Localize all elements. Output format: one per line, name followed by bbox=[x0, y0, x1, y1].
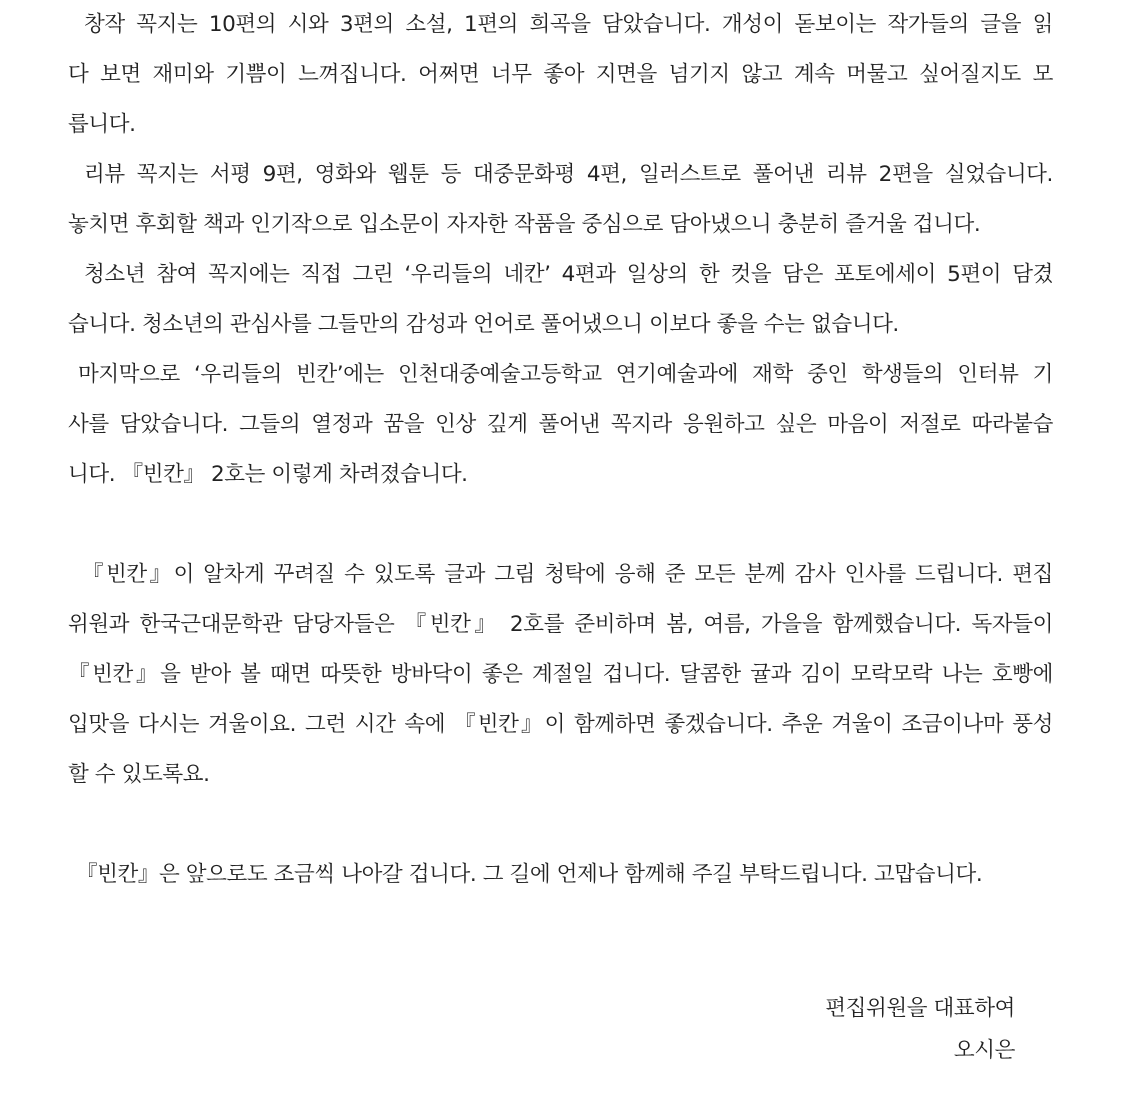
paragraph-thanks-line-1: 『빈칸』이 알차게 꾸려질 수 있도록 글과 그림 청탁에 응해 준 모든 분께 감사 인사를 드립니다. 편집 bbox=[82, 562, 1053, 587]
paragraph-review-line-2: 놓치면 후회할 책과 인기작으로 입소문이 자자한 작품을 중심으로 담아냈으니 충분히 즐거울 겁니다. bbox=[68, 212, 981, 237]
paragraph-interview-line-3: 니다. 『빈칸』 2호는 이렇게 차려졌습니다. bbox=[68, 462, 468, 487]
paragraph-review-line-1: 리뷰 꼭지는 서평 9편, 영화와 웹툰 등 대중문화평 4편, 일러스트로 풀어낸 리뷰 2편을 실었습니다. bbox=[84, 162, 1053, 187]
paragraph-interview-line-1: 마지막으로 ‘우리들의 빈칸’에는 인천대중예술고등학교 연기예술과에 재학 중인 학생들의 인터뷰 기 bbox=[78, 362, 1053, 387]
paragraph-youth-line-1: 청소년 참여 꼭지에는 직접 그린 ‘우리들의 네칸’ 4편과 일상의 한 컷을 담은 포토에세이 5편이 담겼 bbox=[84, 262, 1053, 287]
paragraph-thanks-line-5: 할 수 있도록요. bbox=[68, 762, 210, 787]
paragraph-creative-line-2: 다 보면 재미와 기쁨이 느껴집니다. 어쩌면 너무 좋아 지면을 넘기지 않고 계속 머물고 싶어질지도 모 bbox=[68, 62, 1053, 87]
paragraph-gap bbox=[68, 800, 1053, 850]
paragraph-interview-line-2: 사를 담았습니다. 그들의 열정과 꿈을 인상 깊게 풀어낸 꼭지라 응원하고 싶은 마음이 저절로 따라붙습 bbox=[68, 412, 1053, 437]
signature-role: 편집위원을 대표하여 bbox=[825, 996, 1015, 1021]
letter-body bbox=[68, 0, 1053, 900]
paragraph-gap bbox=[68, 500, 1053, 550]
signature-block bbox=[825, 988, 1015, 1072]
paragraph-creative-line-3: 릅니다. bbox=[68, 112, 136, 137]
paragraph-youth-line-2: 습니다. 청소년의 관심사를 그들만의 감성과 언어로 풀어냈으니 이보다 좋을 수는 없습니다. bbox=[68, 312, 899, 337]
paragraph-creative-line-1: 창작 꼭지는 10편의 시와 3편의 소설, 1편의 희곡을 담았습니다. 개성이 돋보이는 작가들의 글을 읽 bbox=[84, 12, 1053, 37]
paragraph-thanks-line-2: 위원과 한국근대문학관 담당자들은 『빈칸』 2호를 준비하며 봄, 여름, 가을을 함께했습니다. 독자들이 bbox=[68, 612, 1053, 637]
paragraph-thanks-line-3: 『빈칸』을 받아 볼 때면 따뜻한 방바닥이 좋은 계절일 겁니다. 달콤한 귤과 김이 모락모락 나는 호빵에 bbox=[68, 662, 1053, 687]
paragraph-thanks-line-4: 입맛을 다시는 겨울이요. 그런 시간 속에 『빈칸』이 함께하면 좋겠습니다. 추운 겨울이 조금이나마 풍성 bbox=[68, 712, 1053, 737]
signature-name: 오시은 bbox=[953, 1038, 1015, 1063]
paragraph-closing-line-1: 『빈칸』은 앞으로도 조금씩 나아갈 겁니다. 그 길에 언제나 함께해 주길 부탁드립니다. 고맙습니다. bbox=[76, 862, 983, 887]
